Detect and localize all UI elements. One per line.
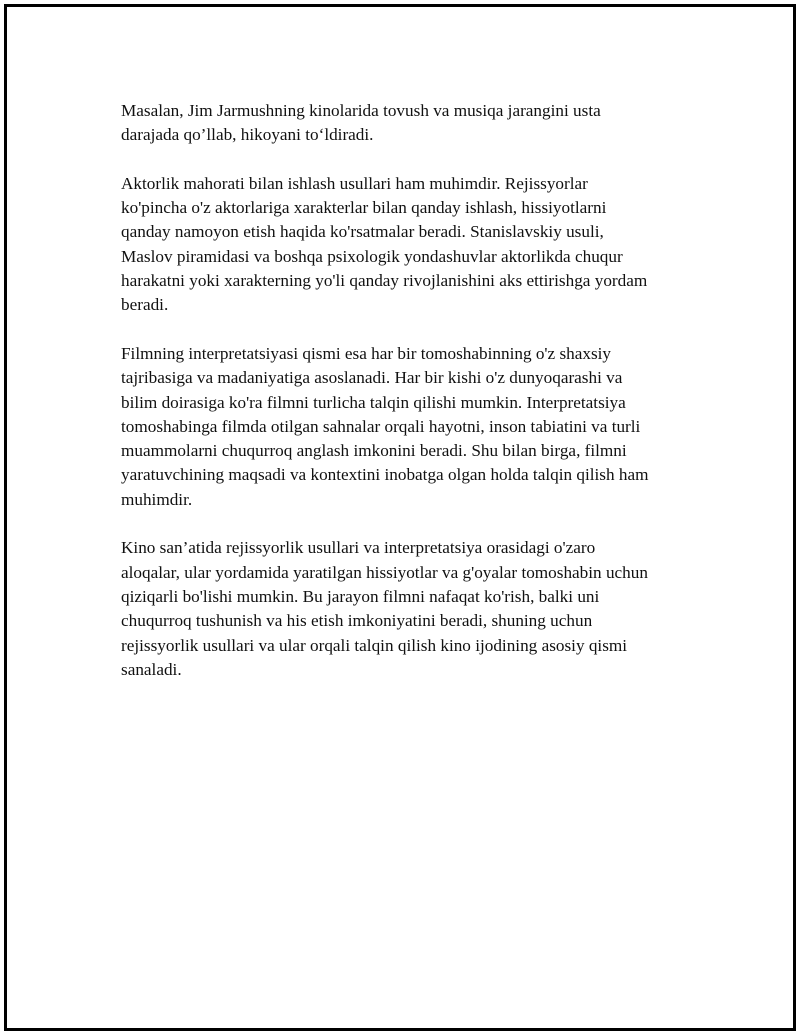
document-body: [121, 99, 696, 706]
page-border: [4, 4, 796, 1031]
paragraph-sound-music: Masalan, Jim Jarmushning kinolarida tovush va musiqa jarangini usta darajada qo’llab, hikoyani to‘ldiradi.: [121, 101, 601, 145]
paragraph-acting-methods: Aktorlik mahorati bilan ishlash usullari ham muhimdir. Rejissyorlar ko'pincha o'z aktorlariga xarakterlar bilan qanday ishlash, hissiyotlarni qanday namoyon etish haqida ko'rsatmalar beradi. Stanislavskiy usuli, Maslov piramidasi va boshqa psixologik yondashuvlar aktorlikda chuqur harakatni yoki xarakterning yo'li qanday rivojlanishini aks ettirishga yordam beradi.: [121, 173, 648, 315]
paragraph-film-interpretation: Filmning interpretatsiyasi qismi esa har bir tomoshabinning o'z shaxsiy tajribasiga va madaniyatiga asoslanadi. Har bir kishi o'z dunyoqarashi va bilim doirasiga ko'ra filmni turlicha talqin qilishi mumkin. Interpretatsiya tomoshabinga filmda otilgan sahnalar orqali hayotni, inson tabiatini va turli muammolarni chuqurroq anglash imkonini beradi. Shu bilan birga, filmni yaratuvchining maqsadi va kontextini inobatga olgan holda talqin qilish ham muhimdir.: [121, 343, 649, 509]
paragraph-conclusion: Kino san’atida rejissyorlik usullari va interpretatsiya orasidagi o'zaro aloqalar, ular yordamida yaratilgan hissiyotlar va g'oyalar tomoshabin uchun qiziqarli bo'lishi mumkin. Bu jarayon filmni nafaqat ko'rish, balki uni chuqurroq tushunish va his etish imkoniyatini beradi, shuning uchun rejissyorlik usullari va ular orqali talqin qilish kino ijodining asosiy qismi sanaladi.: [121, 538, 648, 679]
